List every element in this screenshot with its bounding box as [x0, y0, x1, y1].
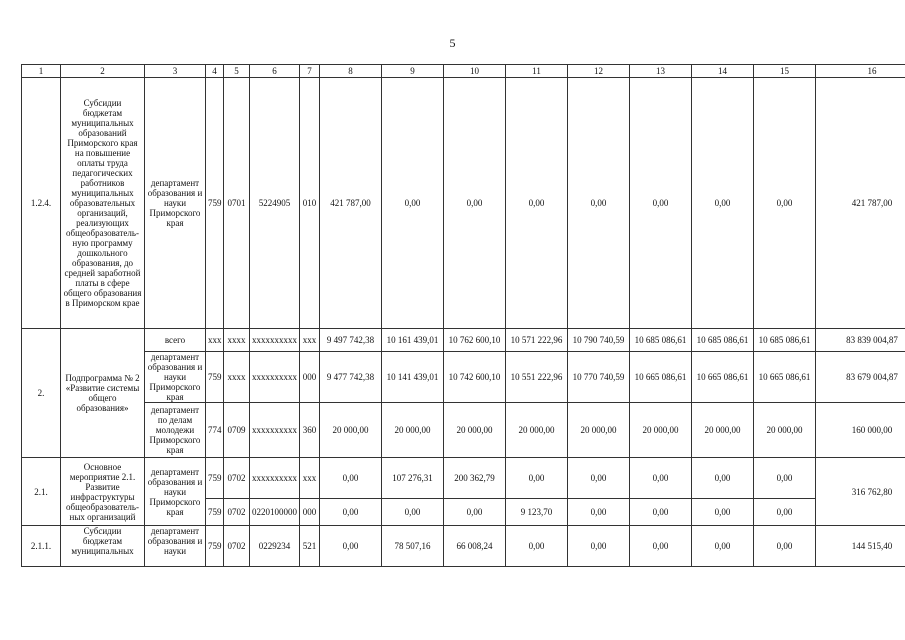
- code-section: 0702: [224, 526, 250, 567]
- code-type: 000: [300, 352, 320, 403]
- header-cell: 11: [506, 65, 568, 78]
- total-cell: 160 000,00: [816, 403, 905, 458]
- header-cell: 8: [320, 65, 382, 78]
- amount-cell: 9 477 742,38: [320, 352, 382, 403]
- amount-cell: 0,00: [754, 458, 816, 499]
- code-section: 0702: [224, 458, 250, 499]
- code-target: xxxxxxxxxx: [250, 403, 300, 458]
- amount-cell: 10 161 439,01: [382, 329, 444, 352]
- row-number: 2.1.1.: [22, 526, 61, 567]
- header-cell: 5: [224, 65, 250, 78]
- amount-cell: 0,00: [568, 458, 630, 499]
- amount-cell: 107 276,31: [382, 458, 444, 499]
- amount-cell: 20 000,00: [754, 403, 816, 458]
- amount-cell: 10 762 600,10: [444, 329, 506, 352]
- code-grbs: 759: [206, 78, 224, 329]
- amount-cell: 0,00: [692, 499, 754, 526]
- table-row: [22, 403, 905, 458]
- amount-cell: 0,00: [692, 458, 754, 499]
- amount-cell: 10 665 086,61: [692, 352, 754, 403]
- executor: департамент образования и науки Приморского края: [145, 352, 206, 403]
- code-target: xxxxxxxxxx: [250, 352, 300, 403]
- amount-cell: 10 141 439,01: [382, 352, 444, 403]
- amount-cell: 0,00: [630, 78, 692, 329]
- code-target: 0220100000: [250, 499, 300, 526]
- code-grbs: 759: [206, 352, 224, 403]
- amount-cell: 0,00: [506, 458, 568, 499]
- code-grbs: 774: [206, 403, 224, 458]
- item-name: Основное мероприятие 2.1. Развитие инфраструктуры общеобразователь-ных организаций: [61, 458, 145, 526]
- amount-cell: 10 665 086,61: [630, 352, 692, 403]
- executor: департамент по делам молодежи Приморского края: [145, 403, 206, 458]
- table-row: [22, 329, 905, 352]
- amount-cell: 20 000,00: [506, 403, 568, 458]
- header-cell: 9: [382, 65, 444, 78]
- table-row: [22, 352, 905, 403]
- amount-cell: 0,00: [320, 526, 382, 567]
- code-target: xxxxxxxxxx: [250, 458, 300, 499]
- code-section: xxxx: [224, 352, 250, 403]
- code-section: xxxx: [224, 329, 250, 352]
- amount-cell: 10 770 740,59: [568, 352, 630, 403]
- amount-cell: 0,00: [382, 78, 444, 329]
- amount-cell: 10 790 740,59: [568, 329, 630, 352]
- amount-cell: 66 008,24: [444, 526, 506, 567]
- total-cell: 421 787,00: [816, 78, 905, 329]
- amount-cell: 20 000,00: [692, 403, 754, 458]
- item-name: [61, 526, 145, 567]
- code-type: 000: [300, 499, 320, 526]
- amount-cell: 10 685 086,61: [754, 329, 816, 352]
- amount-cell: 20 000,00: [382, 403, 444, 458]
- amount-cell: 200 362,79: [444, 458, 506, 499]
- code-grbs: 759: [206, 499, 224, 526]
- header-cell: 12: [568, 65, 630, 78]
- code-grbs: 759: [206, 526, 224, 567]
- total-cell: 83 839 004,87: [816, 329, 905, 352]
- amount-cell: 0,00: [754, 78, 816, 329]
- amount-cell: 0,00: [444, 78, 506, 329]
- header-row: [22, 65, 905, 78]
- amount-cell: 10 685 086,61: [692, 329, 754, 352]
- amount-cell: 10 742 600,10: [444, 352, 506, 403]
- amount-cell: 20 000,00: [630, 403, 692, 458]
- table-row: [22, 526, 905, 567]
- amount-cell: 0,00: [630, 526, 692, 567]
- amount-cell: 0,00: [754, 526, 816, 567]
- total-cell: 144 515,40: [816, 526, 905, 567]
- amount-cell: 10 571 222,96: [506, 329, 568, 352]
- amount-cell: 0,00: [754, 499, 816, 526]
- amount-cell: 20 000,00: [568, 403, 630, 458]
- header-cell: 2: [61, 65, 145, 78]
- table-row: [22, 458, 905, 499]
- header-cell: 6: [250, 65, 300, 78]
- amount-cell: 20 000,00: [320, 403, 382, 458]
- code-target: 5224905: [250, 78, 300, 329]
- amount-cell: 10 685 086,61: [630, 329, 692, 352]
- amount-cell: 9 123,70: [506, 499, 568, 526]
- page-number: 5: [449, 36, 456, 50]
- amount-cell: 0,00: [382, 499, 444, 526]
- code-type: xxx: [300, 329, 320, 352]
- executor-text: департамент образования и науки: [147, 526, 203, 556]
- executor: всего: [145, 329, 206, 352]
- row-number: 2.1.: [22, 458, 61, 526]
- amount-cell: 0,00: [630, 458, 692, 499]
- code-section: 0701: [224, 78, 250, 329]
- header-cell: 16: [816, 65, 905, 78]
- item-name-text: Субсидии бюджетам муниципальных: [71, 526, 134, 556]
- code-target: xxxxxxxxxx: [250, 329, 300, 352]
- amount-cell: 0,00: [320, 499, 382, 526]
- code-target: 0229234: [250, 526, 300, 567]
- item-name: Подпрограмма № 2 «Развитие системы общего образования»: [61, 329, 145, 458]
- amount-cell: 0,00: [692, 78, 754, 329]
- item-name: Субсидии бюджетам муниципальных образований Приморского края на повышение оплаты труда педагогических работников муниципальных образовательных организаций, реализующих общеобразователь-ную программу дошкольного образования, до средней заработной платы в сфере общего образования в Приморском крае: [61, 78, 145, 329]
- header-cell: 4: [206, 65, 224, 78]
- amount-cell: 421 787,00: [320, 78, 382, 329]
- header-cell: 14: [692, 65, 754, 78]
- total-cell: 316 762,80: [816, 458, 905, 526]
- header-cell: 15: [754, 65, 816, 78]
- header-cell: 10: [444, 65, 506, 78]
- executor: департамент образования и науки Приморского края: [145, 458, 206, 526]
- amount-cell: 0,00: [568, 526, 630, 567]
- row-number: 2.: [22, 329, 61, 458]
- amount-cell: 20 000,00: [444, 403, 506, 458]
- code-grbs: xxx: [206, 329, 224, 352]
- row-number: 1.2.4.: [22, 78, 61, 329]
- executor: департамент образования и науки Приморского края: [145, 78, 206, 329]
- header-cell: 1: [22, 65, 61, 78]
- header-cell: 13: [630, 65, 692, 78]
- amount-cell: 0,00: [320, 458, 382, 499]
- executor: [145, 526, 206, 567]
- code-section: 0702: [224, 499, 250, 526]
- amount-cell: 0,00: [630, 499, 692, 526]
- amount-cell: 78 507,16: [382, 526, 444, 567]
- code-type: xxx: [300, 458, 320, 499]
- header-cell: 3: [145, 65, 206, 78]
- amount-cell: 0,00: [444, 499, 506, 526]
- amount-cell: 10 665 086,61: [754, 352, 816, 403]
- amount-cell: 9 497 742,38: [320, 329, 382, 352]
- budget-table: [21, 64, 905, 567]
- amount-cell: 0,00: [568, 499, 630, 526]
- amount-cell: 0,00: [506, 526, 568, 567]
- code-grbs: 759: [206, 458, 224, 499]
- code-type: 360: [300, 403, 320, 458]
- amount-cell: 0,00: [568, 78, 630, 329]
- amount-cell: 10 551 222,96: [506, 352, 568, 403]
- code-type: 521: [300, 526, 320, 567]
- code-section: 0709: [224, 403, 250, 458]
- total-cell: 83 679 004,87: [816, 352, 905, 403]
- amount-cell: 0,00: [506, 78, 568, 329]
- amount-cell: 0,00: [692, 526, 754, 567]
- header-cell: 7: [300, 65, 320, 78]
- code-type: 010: [300, 78, 320, 329]
- table-row: [22, 78, 905, 329]
